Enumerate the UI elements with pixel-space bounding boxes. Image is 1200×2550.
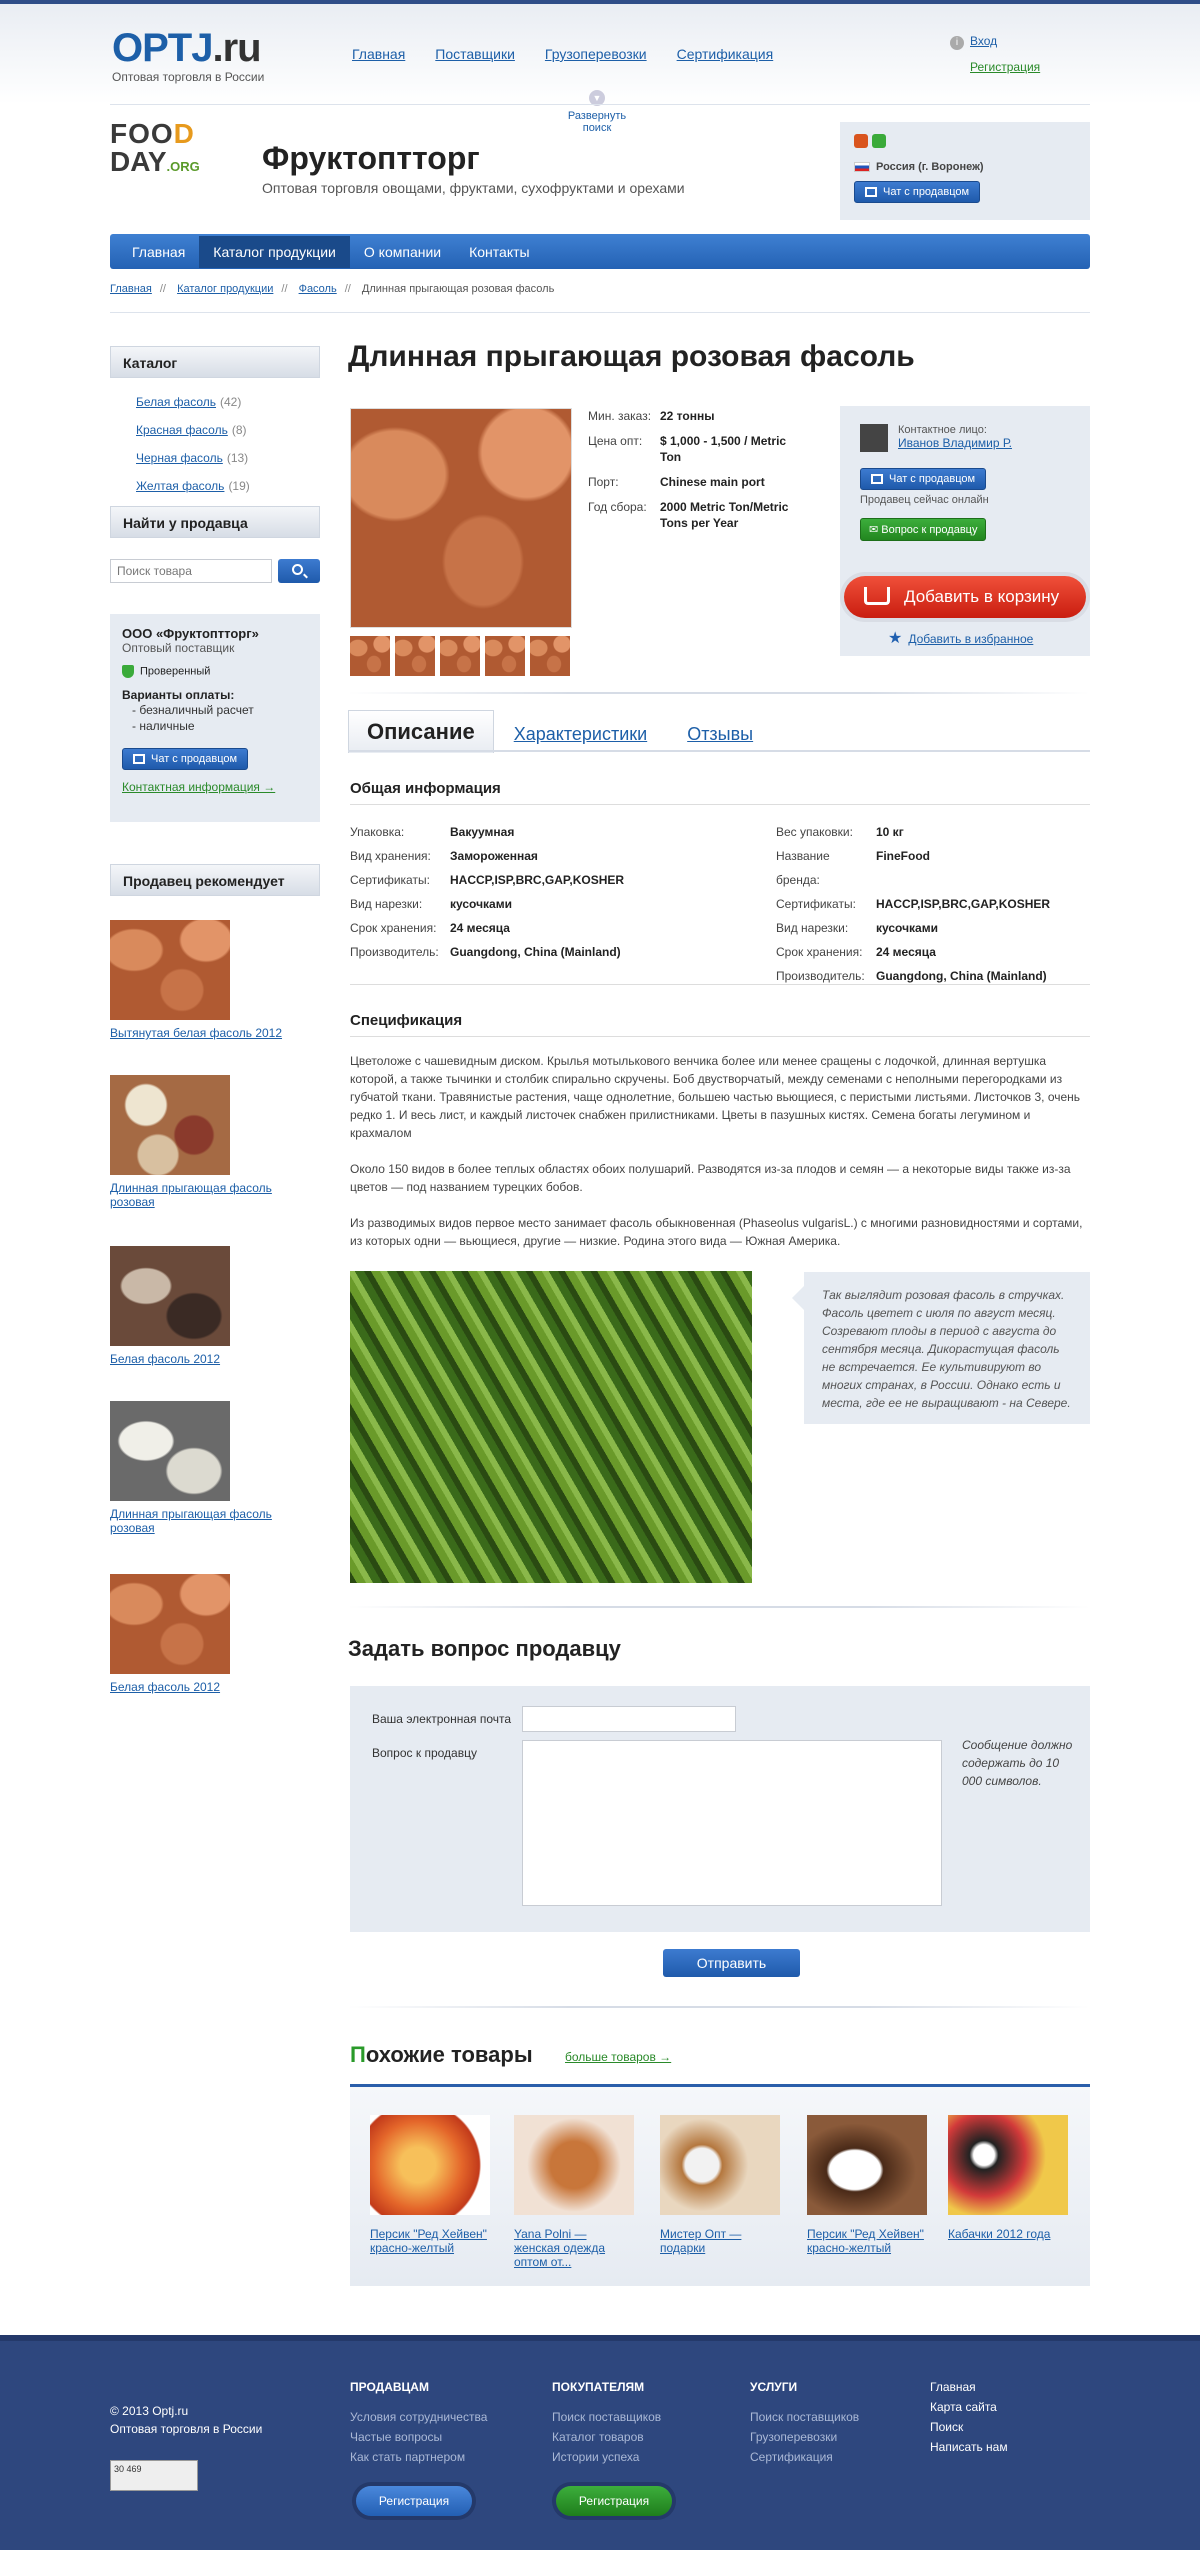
breadcrumb-current: Длинная прыгающая розовая фасоль	[361, 283, 555, 295]
divider	[350, 804, 1090, 805]
add-to-favorites[interactable]: ★ Добавить в избранное	[888, 630, 1034, 647]
email-field[interactable]	[522, 1706, 736, 1732]
ask-seller-form	[350, 1686, 1090, 1932]
payment-option: - наличные	[132, 719, 195, 733]
email-label: Ваша электронная почта	[372, 1712, 512, 1726]
similar-item[interactable]: Кабачки 2012 года	[948, 2115, 1068, 2241]
register-link[interactable]: Регистрация	[970, 60, 1041, 74]
main-navigation	[110, 234, 1090, 269]
recommended-item[interactable]: Вытянутая белая фасоль 2012	[110, 920, 282, 1040]
chat-with-seller-button[interactable]: Чат с продавцом	[860, 468, 986, 490]
chat-icon	[871, 474, 883, 484]
footer-links: Главная Карта сайта Поиск Написать нам	[930, 2380, 1008, 2454]
category-item: Желтая фасоль (19)	[136, 479, 250, 493]
chat-icon	[865, 187, 877, 197]
medal-icon	[854, 134, 868, 148]
product-image[interactable]	[807, 2115, 927, 2215]
russia-flag-icon	[854, 162, 870, 172]
chevron-down-icon: ▼	[589, 90, 605, 106]
more-products-link[interactable]: больше товаров →	[565, 2050, 672, 2064]
tab-description[interactable]: Описание	[348, 710, 494, 753]
general-info-heading: Общая информация	[350, 780, 501, 797]
chat-with-seller-button[interactable]: Чат с продавцом	[122, 748, 248, 770]
payment-option: - безналичный расчет	[132, 703, 254, 717]
divider	[110, 104, 1090, 105]
product-image[interactable]	[110, 1574, 230, 1674]
tab-underline	[348, 750, 1090, 752]
page-title: Длинная прыгающая розовая фасоль	[348, 340, 915, 373]
site-logo[interactable]: OPTJ.ru Оптовая торговля в России	[112, 26, 265, 84]
similar-item[interactable]: Мистер Опт — подарки	[660, 2115, 780, 2255]
contact-name-link[interactable]: Иванов Владимир Р.	[898, 436, 1012, 450]
verified-shield-icon	[122, 665, 134, 678]
question-label: Вопрос к продавцу	[372, 1746, 477, 1760]
breadcrumb-catalog[interactable]: Каталог продукции	[177, 283, 274, 295]
partner-logo[interactable]: FOOD DAY.ORG	[110, 118, 200, 177]
general-info-right: Вес упаковки: 10 кг Название бренда: FineFood Сертификаты: HACCP,ISP,BRC,GAP,KOSHER Вид нарезки: кусочками Срок хранения: 24 месяца Производитель: Guangdong, China (Mainland)	[776, 825, 1051, 983]
auth-links	[950, 34, 1040, 74]
product-image[interactable]	[110, 920, 230, 1020]
search-icon	[292, 564, 303, 575]
footer-col-services: УСЛУГИ Поиск поставщиков Грузоперевозки Сертификация	[750, 2380, 860, 2464]
nav-contacts[interactable]: Контакты	[469, 243, 530, 260]
divider	[348, 2006, 1090, 2008]
green-beans-image	[350, 1271, 752, 1583]
mail-icon: ✉	[869, 524, 882, 536]
seller-register-button[interactable]: Регистрация	[356, 2486, 472, 2516]
contact-info-link[interactable]: Контактная информация →	[122, 780, 276, 794]
similar-item[interactable]: Персик "Ред Хейвен" красно-желтый	[807, 2115, 927, 2255]
footer-col-sellers: ПРОДАВЦАМ Условия сотрудничества Частые вопросы Как стать партнером	[350, 2380, 488, 2464]
breadcrumb-home[interactable]: Главная	[110, 283, 152, 295]
search-input[interactable]: Поиск товара	[110, 559, 272, 583]
thumbnail[interactable]	[530, 636, 570, 676]
expand-search[interactable]: ▼ Развернуть поиск	[554, 90, 640, 134]
ask-seller-button[interactable]: ✉ Вопрос к продавцу	[860, 518, 986, 541]
nav-home[interactable]: Главная	[132, 243, 186, 260]
divider	[350, 1036, 1090, 1037]
info-icon: i	[950, 36, 964, 50]
recommended-item[interactable]: Длинная прыгающая фасоль розовая	[110, 1401, 290, 1535]
breadcrumb-beans[interactable]: Фасоль	[298, 283, 337, 295]
similar-item[interactable]: Yana Polni — женская одежда оптом от...	[514, 2115, 634, 2269]
search-button[interactable]	[278, 559, 320, 583]
product-image[interactable]	[660, 2115, 780, 2215]
product-thumbnails	[350, 636, 570, 676]
message-hint: Сообщение должно содержать до 10 000 символов.	[962, 1738, 1073, 1788]
thumbnail[interactable]	[395, 636, 435, 676]
topnav-suppliers[interactable]: Поставщики	[435, 46, 515, 62]
product-image[interactable]	[110, 1246, 230, 1346]
divider	[350, 984, 1090, 985]
thumbnail[interactable]	[485, 636, 525, 676]
category-item: Белая фасоль (42)	[136, 395, 242, 409]
product-image[interactable]	[370, 2115, 490, 2215]
shield-icon	[872, 134, 886, 148]
thumbnail[interactable]	[440, 636, 480, 676]
general-info-left: Упаковка: Вакуумная Вид хранения: Замороженная Сертификаты: HACCP,ISP,BRC,GAP,KOSHER Вид нарезки: кусочками Срок хранения: 24 месяца Производитель: Guangdong, China (Mainland)	[350, 825, 625, 959]
product-image[interactable]	[110, 1075, 230, 1175]
site-tagline: Оптовая торговля в России	[112, 70, 265, 84]
chat-icon	[133, 754, 145, 764]
footer-copyright: © 2013 Optj.ru Оптовая торговля в России	[110, 2404, 263, 2436]
category-list	[136, 388, 250, 500]
visitor-counter[interactable]: 30 469	[110, 2460, 198, 2491]
recommends-heading: Продавец рекомендует	[110, 864, 320, 896]
seller-location: Россия (г. Воронеж)	[854, 161, 1076, 173]
buyer-register-button[interactable]: Регистрация	[556, 2486, 672, 2516]
nav-catalog[interactable]: Каталог продукции	[199, 236, 350, 268]
divider	[110, 312, 1090, 313]
breadcrumb: Главная // Каталог продукции // Фасоль // Длинная прыгающая розовая фасоль	[110, 283, 555, 295]
chat-with-seller-button[interactable]: Чат с продавцом	[854, 181, 980, 203]
thumbnail[interactable]	[350, 636, 390, 676]
avatar	[860, 424, 888, 452]
category-item: Черная фасоль (13)	[136, 451, 249, 465]
specification-heading: Спецификация	[350, 1012, 463, 1029]
supplier-name: ООО «Фруктоптторг»	[122, 626, 259, 641]
seller-info-box	[840, 122, 1090, 220]
topnav-certification[interactable]: Сертификация	[676, 46, 774, 62]
ask-seller-heading: Задать вопрос продавцу	[348, 1636, 621, 1661]
tab-characteristics[interactable]: Характеристики	[513, 724, 648, 744]
seller-online-status: Продавец сейчас онлайн	[860, 494, 989, 506]
payment-title: Варианты оплаты:	[122, 688, 235, 702]
tab-reviews[interactable]: Отзывы	[687, 724, 754, 744]
product-image[interactable]	[514, 2115, 634, 2215]
add-to-cart-button[interactable]: Добавить в корзину	[844, 576, 1086, 618]
topnav-freight[interactable]: Грузоперевозки	[544, 46, 647, 62]
top-navigation	[352, 46, 773, 62]
description-text: Цветоложе с чашевидным диском. Крылья мотылькового венчика более или менее сращены с лодочкой, длинная вертушка которой, а также тычинки и столбик спирально скручены. Боб двустворчатый, между семенами с неполными перегородками из губчатой ткани. Травянистые растения, чаще однолетние, большею частью вьющиеся, с перистыми листьями. Листочков 3, очень редко 1. И весь лист, и каждый листочек снабжен прилистниками. Цветы в пазушных кистях. Семена богаты легумином и крахмалом Около 150 видов в более теплых областях обоих полушарий. Разводятся из-за плодов и семян — а некоторые виды также из-за цветов — под названием турецких бобов. Из разводимых видов первое место занимает фасоль обыкновенная (Phaseolus vulgarisL.) с многими разновидностями и сортами, из которых одни — вьющиеся, другие — низкие. Родина этого вида — Южная Америка.	[350, 1054, 1083, 1248]
shop-description: Оптовая торговля овощами, фруктами, сухофруктами и орехами	[262, 180, 685, 196]
image-caption-note: Так выглядит розовая фасоль в стручках. Фасоль цветет с июля по август месяц. Созревают плоды в период с августа до сентября месяца. Дикорастущая фасоль не встречается. Ее культивируют во многих странах, в России. Однако есть и места, где ее не выращивают - на Севере.	[804, 1272, 1090, 1424]
login-link[interactable]: Вход	[970, 34, 998, 48]
nav-about[interactable]: О компании	[363, 243, 442, 260]
verified-label: Проверенный	[140, 665, 211, 678]
divider	[348, 692, 1090, 694]
recommended-item[interactable]: Длинная прыгающая фасоль розовая	[110, 1075, 290, 1209]
product-main-image[interactable]	[350, 408, 572, 628]
supplier-card	[110, 614, 320, 822]
find-at-seller-heading: Найти у продавца	[110, 506, 320, 538]
contact-box	[840, 406, 1090, 656]
cart-icon	[864, 587, 890, 605]
product-image[interactable]	[948, 2115, 1068, 2215]
send-button[interactable]: Отправить	[663, 1949, 800, 1977]
shop-name: Фруктоптторг	[262, 140, 480, 176]
similar-products-heading: Похожие товары	[350, 2042, 533, 2067]
footer-col-buyers: ПОКУПАТЕЛЯМ Поиск поставщиков Каталог товаров Истории успеха	[552, 2380, 662, 2464]
product-tabs	[348, 710, 773, 753]
divider	[348, 1606, 1090, 1608]
supplier-type: Оптовый поставщик	[122, 641, 235, 655]
question-textarea[interactable]	[522, 1740, 942, 1906]
star-icon: ★	[888, 630, 903, 647]
topnav-home[interactable]: Главная	[352, 46, 406, 62]
recommended-item[interactable]: Белая фасоль 2012	[110, 1246, 230, 1366]
catalog-heading: Каталог	[110, 346, 320, 378]
product-image[interactable]	[110, 1401, 230, 1501]
product-specs: Мин. заказ: 22 тонны Цена опт: $ 1,000 - 1,500 / Metric Ton Порт: Chinese main port Год сбора: 2000 Metric Ton/Metric Tons per Year	[588, 409, 789, 530]
similar-item[interactable]: Персик "Ред Хейвен" красно-желтый	[370, 2115, 490, 2255]
category-item: Красная фасоль (8)	[136, 423, 247, 437]
recommended-item[interactable]: Белая фасоль 2012	[110, 1574, 230, 1694]
contact-label: Контактное лицо:	[898, 424, 987, 436]
similar-products-box	[350, 2084, 1090, 2286]
